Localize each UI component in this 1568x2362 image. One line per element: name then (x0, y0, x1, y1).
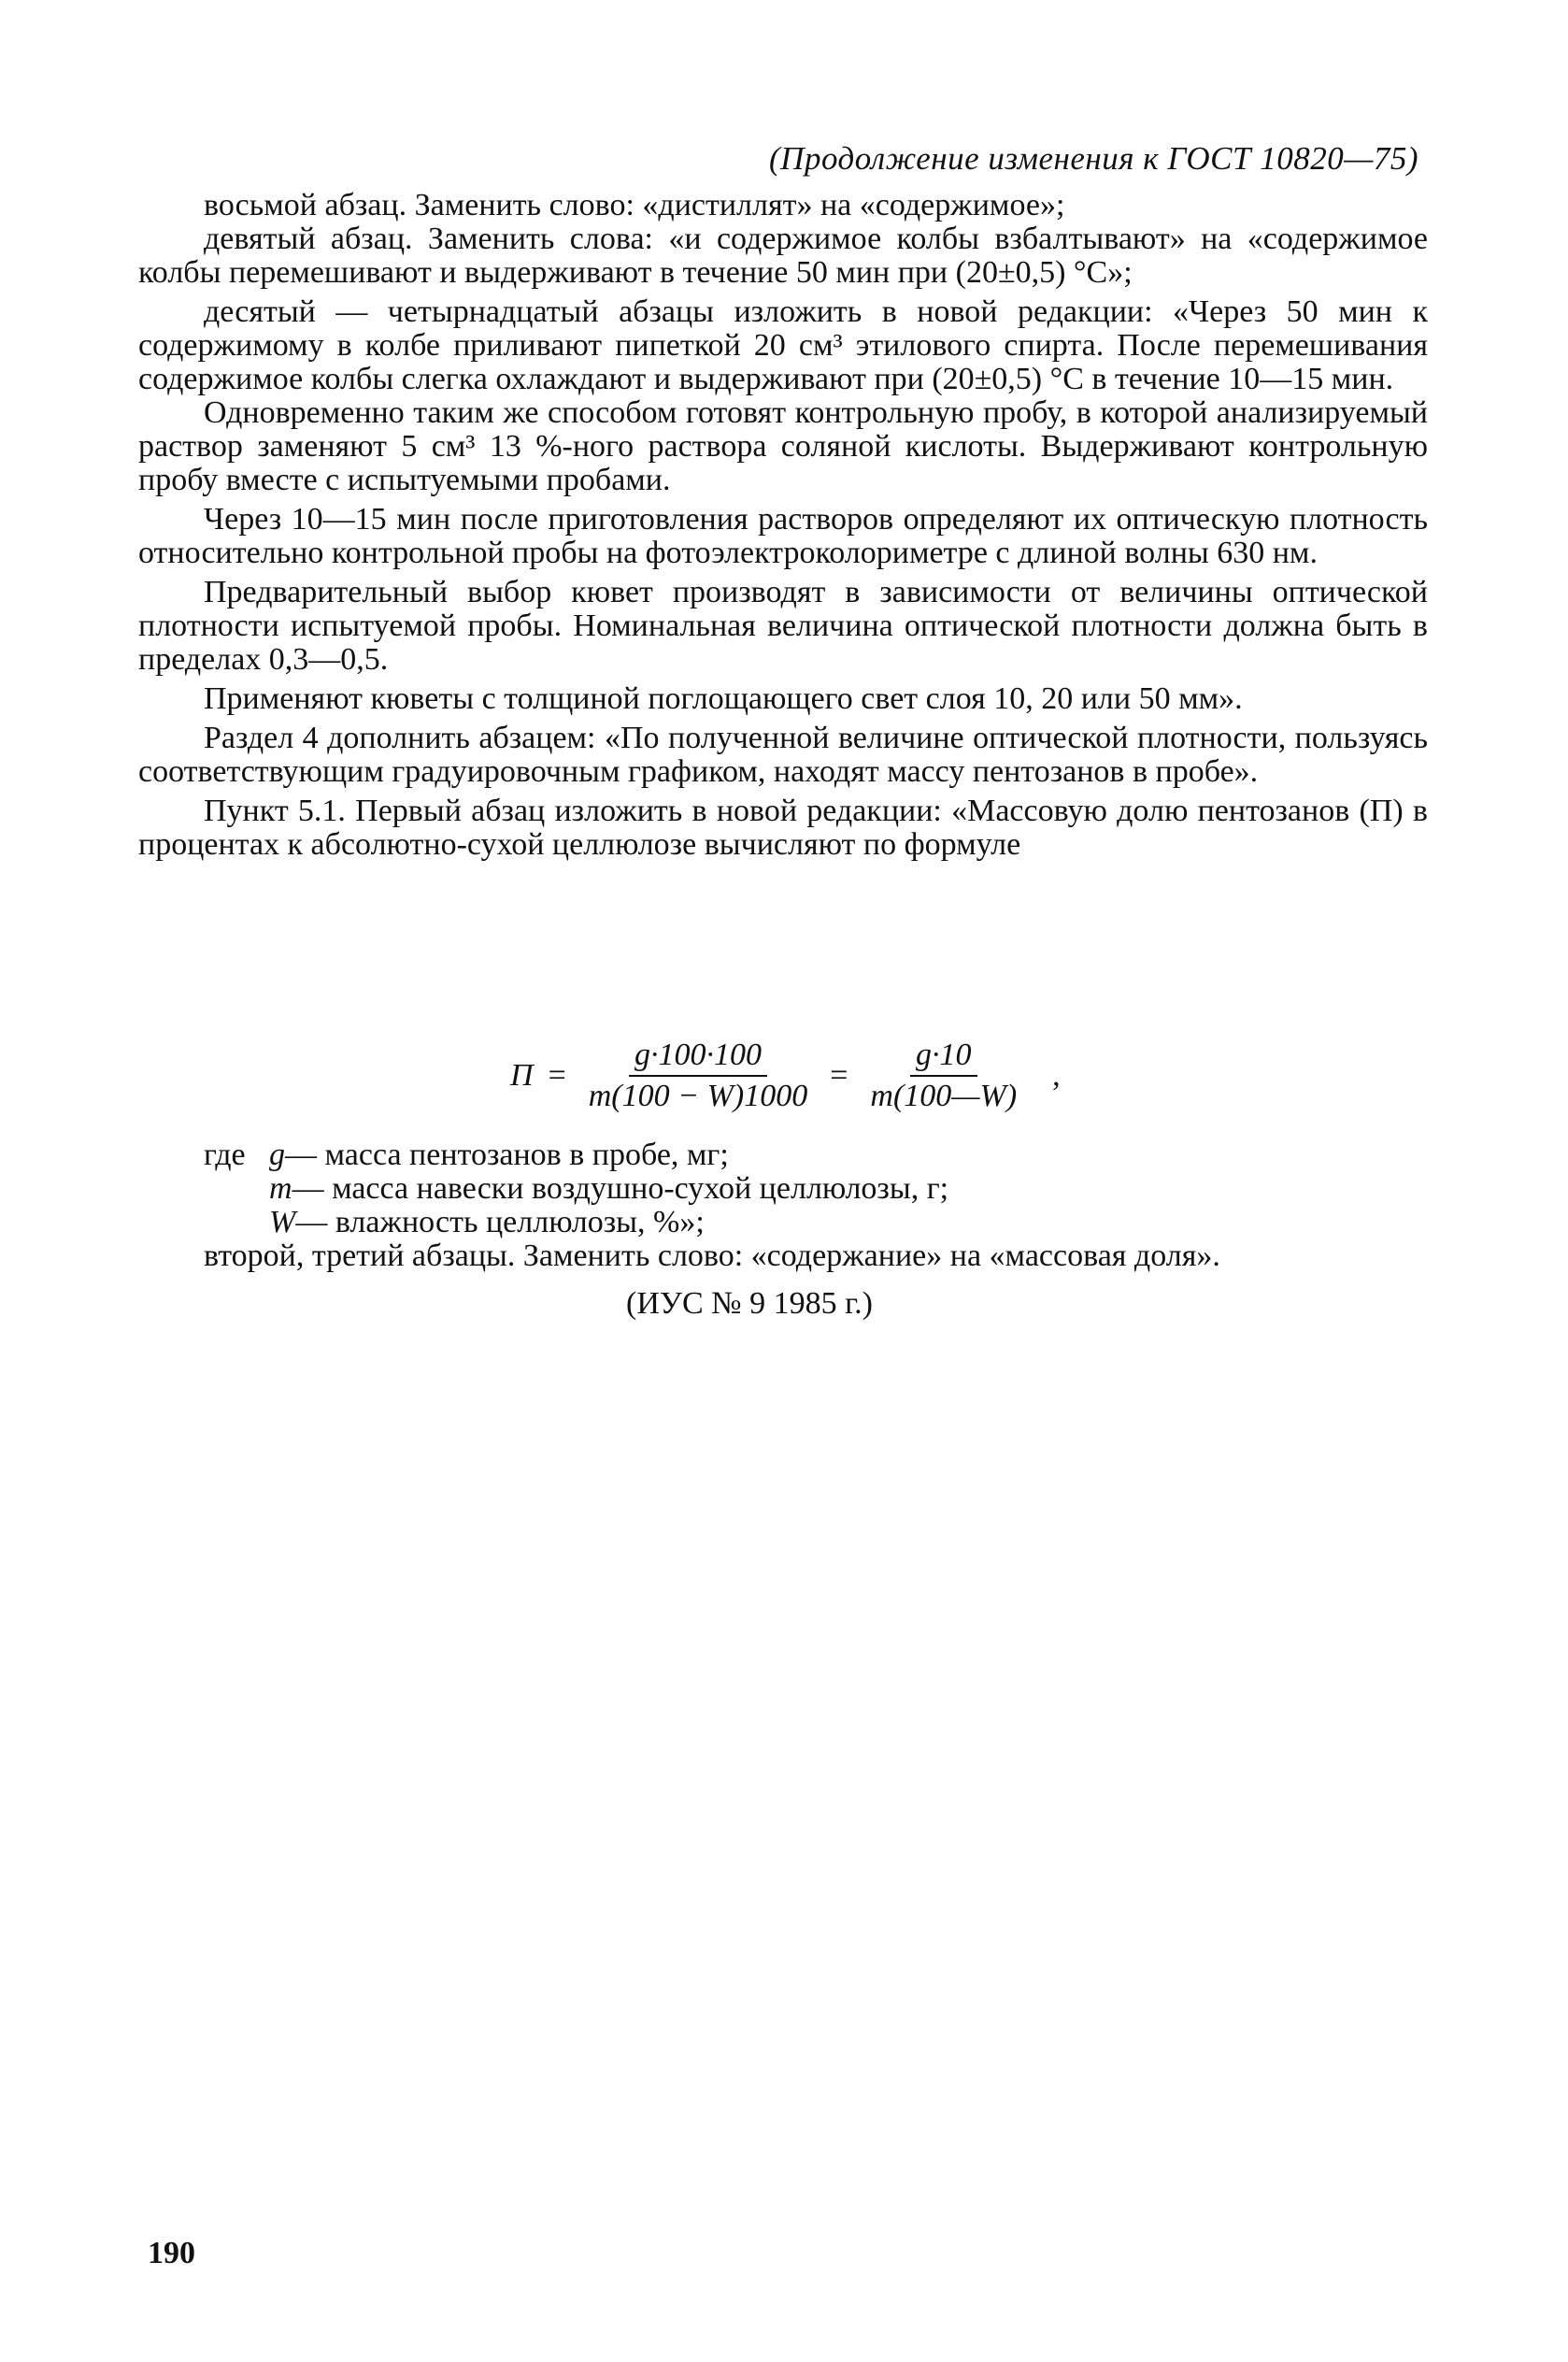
definition-desc: — масса навески воздушно-сухой целлюлозы, г; (292, 1171, 949, 1206)
paragraph: Через 10—15 мин после приготовления растворов определяют их оптическую плотность относительно контрольной пробы на фотоэлектроколориметре с длиной волны 630 нм. (138, 502, 1428, 570)
fraction-1-numerator: g·100·100 (629, 1038, 767, 1077)
body-text (138, 189, 1428, 862)
definition-desc: — влажность целлюлозы, %»; (295, 1205, 705, 1239)
paragraph: десятый — четырнадцатый абзацы изложить в новой редакции: «Через 50 мин к содержимому в колбе приливают пипеткой 20 см³ этилового спирта. После перемешивания содержимое колбы слегка охлаждают и выдерживают при (20±0,5) °С в течение 10—15 мин. (138, 294, 1428, 396)
definition-row (204, 1172, 948, 1206)
fraction-2-numerator: g·10 (910, 1038, 977, 1077)
definition-var: g (269, 1138, 285, 1172)
trailing-paragraph: второй, третий абзацы. Заменить слово: «содержание» на «массовая доля». (204, 1238, 1220, 1273)
source-reference: (ИУС № 9 1985 г.) (626, 1286, 873, 1321)
paragraph: Раздел 4 дополнить абзацем: «По полученной величине оптической плотности, пользуясь соответствующим градуировочным графиком, находят массу пентозанов в пробе». (138, 721, 1428, 789)
definition-var: W (269, 1205, 296, 1239)
definition-where: где (204, 1138, 246, 1172)
formula-equals-2: = (830, 1058, 848, 1093)
definition-desc: — масса пентозанов в пробе, мг; (285, 1138, 729, 1172)
formula (505, 1038, 1061, 1114)
paragraph: Применяют кюветы с толщиной поглощающего свет слоя 10, 20 или 50 мм». (204, 681, 1243, 716)
paragraph: Предварительный выбор кювет производят в зависимости от величины оптической плотности испытуемой пробы. Номинальная величина оптической плотности должна быть в пределах 0,3—0,5. (138, 575, 1428, 677)
page-header: (Продолжение изменения к ГОСТ 10820—75) (769, 140, 1418, 177)
paragraph: Пункт 5.1. Первый абзац изложить в новой редакции: «Массовую долю пентозанов (П) в процентах к абсолютно-сухой целлюлозе вычисляют по формуле (138, 794, 1428, 862)
paragraph: восьмой абзац. Заменить слово: «дистиллят» на «содержимое»; (204, 188, 1065, 222)
formula-equals: = (548, 1058, 566, 1093)
fraction-2-denominator: m(100—W) (870, 1079, 1018, 1113)
variable-definitions (204, 1138, 948, 1239)
definition-var: m (269, 1171, 292, 1206)
formula-fraction-1 (583, 1038, 813, 1114)
formula-fraction-2 (864, 1038, 1022, 1114)
paragraph: Одновременно таким же способом готовят контрольную пробу, в которой анализируемый раствор заменяют 5 см³ 13 %-ного раствора соляной кислоты. Выдерживают контрольную пробу вместе с испытуемыми пробами. (138, 395, 1428, 497)
formula-lhs: П (510, 1058, 534, 1093)
paragraph: девятый абзац. Заменить слова: «и содержимое колбы взбалтывают» на «содержимое колбы перемешивают и выдерживают в течение 50 мин при (20±0,5) °С»; (138, 222, 1428, 290)
definition-row (204, 1206, 948, 1239)
fraction-1-denominator: m(100 − W)1000 (588, 1079, 808, 1113)
formula-comma: , (1052, 1058, 1061, 1093)
page-number: 190 (148, 2236, 195, 2270)
definition-row (204, 1138, 948, 1172)
